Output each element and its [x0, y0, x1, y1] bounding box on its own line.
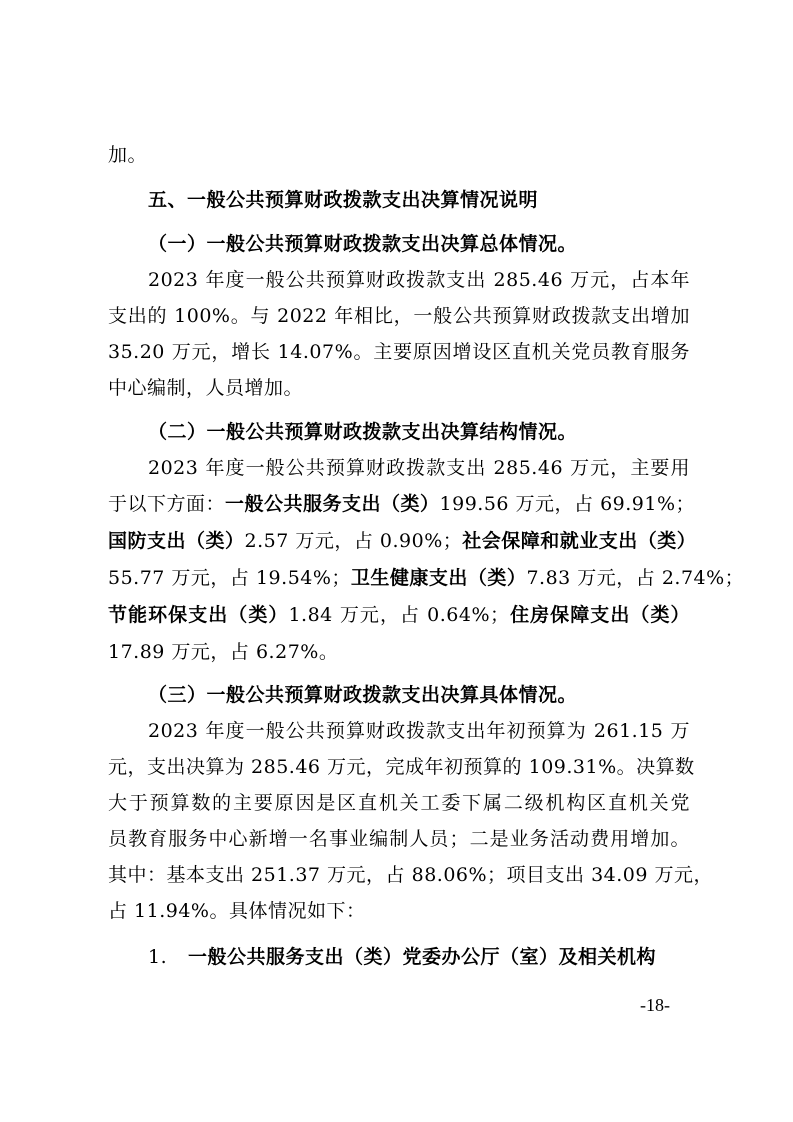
paragraph-1-line-3: 35.20 万元，增长 14.07%。主要原因增设区直机关党员教育服务 — [108, 341, 690, 363]
subsection-heading-1: （一）一般公共预算财政拨款支出决算总体情况。 — [148, 233, 578, 255]
paragraph-3-line-6: 占 11.94%。具体情况如下： — [108, 900, 366, 922]
paragraph-2-line-3 — [108, 527, 697, 555]
subsection-heading-3: （三）一般公共预算财政拨款支出决算具体情况。 — [148, 684, 578, 706]
list-item-1-number: 1. — [148, 946, 168, 968]
category-general-public-services: 一般公共服务支出（类） — [225, 493, 440, 515]
text-run: 于以下方面： — [108, 493, 226, 515]
text-run: 1.84 万元，占 0.64%； — [288, 604, 510, 626]
paragraph-3-line-2: 元，支出决算为 285.46 万元，完成年初预算的 109.31%。决算数 — [108, 756, 695, 778]
text-run: 2.57 万元，占 0.90%； — [244, 530, 463, 552]
text-run: 7.83 万元，占 2.74%； — [526, 567, 745, 589]
paragraph-1-line-2: 支出的 100%。与 2022 年相比，一般公共预算财政拨款支出增加 — [108, 305, 690, 327]
paragraph-2-line-6: 17.89 万元，占 6.27%。 — [108, 641, 339, 663]
paragraph-2-line-4 — [108, 564, 745, 592]
paragraph-3-line-5: 其中：基本支出 251.37 万元，占 88.06%；项目支出 34.09 万元， — [108, 864, 714, 886]
subsection-heading-2: （二）一般公共预算财政拨款支出决算结构情况。 — [148, 421, 578, 443]
paragraph-2-line-5 — [108, 601, 690, 629]
text-run: 55.77 万元，占 19.54%； — [108, 567, 351, 589]
category-health: 卫生健康支出（类） — [350, 567, 527, 589]
list-item-1-heading: 一般公共服务支出（类）党委办公厅（室）及相关机构 — [188, 946, 657, 968]
paragraph-3-line-4: 员教育服务中心新增一名事业编制人员；二是业务活动费用增加。 — [108, 828, 690, 850]
category-energy-environment: 节能环保支出（类） — [108, 604, 289, 626]
text-line-1: 加。 — [108, 144, 148, 166]
text-run: 199.56 万元，占 69.91%； — [439, 493, 696, 515]
paragraph-2-line-1: 2023 年度一般公共预算财政拨款支出 285.46 万元，主要用 — [148, 457, 690, 479]
paragraph-1-line-4: 中心编制，人员增加。 — [108, 377, 304, 399]
paragraph-3-line-3: 大于预算数的主要原因是区直机关工委下属二级机构区直机关党 — [108, 792, 690, 814]
section-heading-5: 五、一般公共预算财政拨款支出决算情况说明 — [148, 189, 539, 211]
paragraph-1-line-1: 2023 年度一般公共预算财政拨款支出 285.46 万元，占本年 — [148, 269, 690, 291]
category-housing: 住房保障支出（类） — [509, 604, 690, 626]
paragraph-3-line-1: 2023 年度一般公共预算财政拨款支出年初预算为 261.15 万 — [148, 720, 690, 742]
category-social-security: 社会保障和就业支出（类） — [462, 530, 697, 552]
paragraph-2-line-2 — [108, 490, 696, 518]
category-national-defense: 国防支出（类） — [108, 530, 245, 552]
page-number: -18- — [640, 995, 670, 1015]
